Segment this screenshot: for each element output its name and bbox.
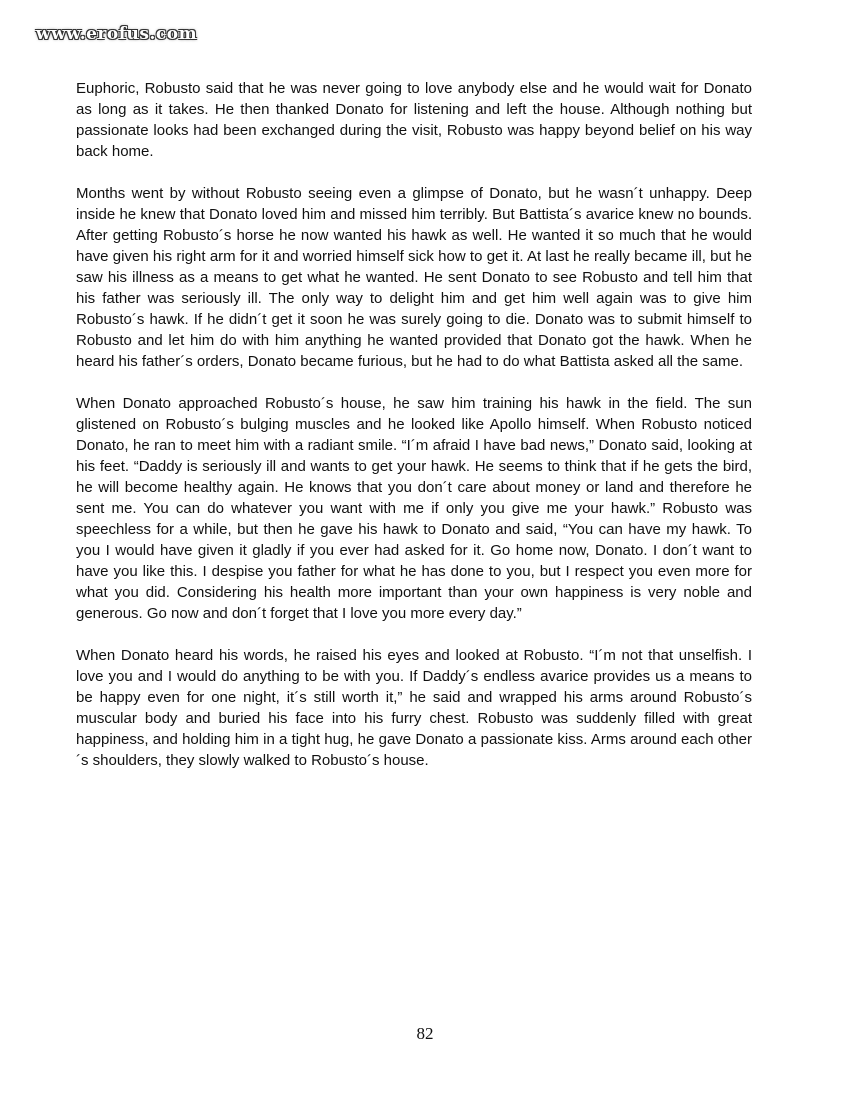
page-body xyxy=(76,78,752,792)
paragraph-2: Months went by without Robusto seeing even a glimpse of Donato, but he wasn´t unhappy. Deep inside he knew that Donato loved him and missed him terribly. But Battista´s avarice knew no bounds. After getting Robusto´s horse he now wanted his hawk as well. He wanted it so much that he would have given his right arm for it and worried himself sick how to get it. At last he really became ill, but he saw his illness as a means to get what he wanted. He sent Donato to see Robusto and tell him that his father was seriously ill. The only way to delight him and get him well again was to give him Robusto´s hawk. If he didn´t get it soon he was surely going to die. Donato was to submit himself to Robusto and let him do with him anything he wanted provided that Donato got the hawk. When he heard his father´s orders, Donato became furious, but he had to do what Battista asked all the same. xyxy=(76,185,752,370)
watermark: www.erofus.com xyxy=(36,24,198,44)
page-number: 82 xyxy=(416,1024,434,1043)
paragraph-3: When Donato approached Robusto´s house, he saw him training his hawk in the field. The sun glistened on Robusto´s bulging muscles and he looked like Apollo himself. When Robusto noticed Donato, he ran to meet him with a radiant smile. “I´m afraid I have bad news,” Donato said, looking at his feet. “Daddy is seriously ill and wants to get your hawk. He seems to think that if he gets the bird, he will become healthy again. He knows that you don´t care about money or land and therefore he sent me. You can do whatever you want with me if only you give me your hawk.” Robusto was speechless for a while, but then he gave his hawk to Donato and said, “You can have my hawk. To you I would have given it gladly if you ever had asked for it. Go home now, Donato. I don´t want to have you like this. I despise you father for what he has done to you, but I respect you even more for what you did. Considering his health more important than your own happiness is very noble and generous. Go now and don´t forget that I love you more every day.” xyxy=(76,395,752,622)
paragraph-4: When Donato heard his words, he raised his eyes and looked at Robusto. “I´m not that unselfish. I love you and I would do anything to be with you. If Daddy´s endless avarice provides us a means to be happy even for one night, it´s still worth it,” he said and wrapped his arms around Robusto´s muscular body and buried his face into his furry chest. Robusto was suddenly filled with great happiness, and holding him in a tight hug, he gave Donato a passionate kiss. Arms around each other´s shoulders, they slowly walked to Robusto´s house. xyxy=(76,647,752,769)
paragraph-1: Euphoric, Robusto said that he was never going to love anybody else and he would wait for Donato as long as it takes. He then thanked Donato for listening and left the house. Although nothing but passionate looks had been exchanged during the visit, Robusto was happy beyond belief on his way back home. xyxy=(76,80,752,160)
